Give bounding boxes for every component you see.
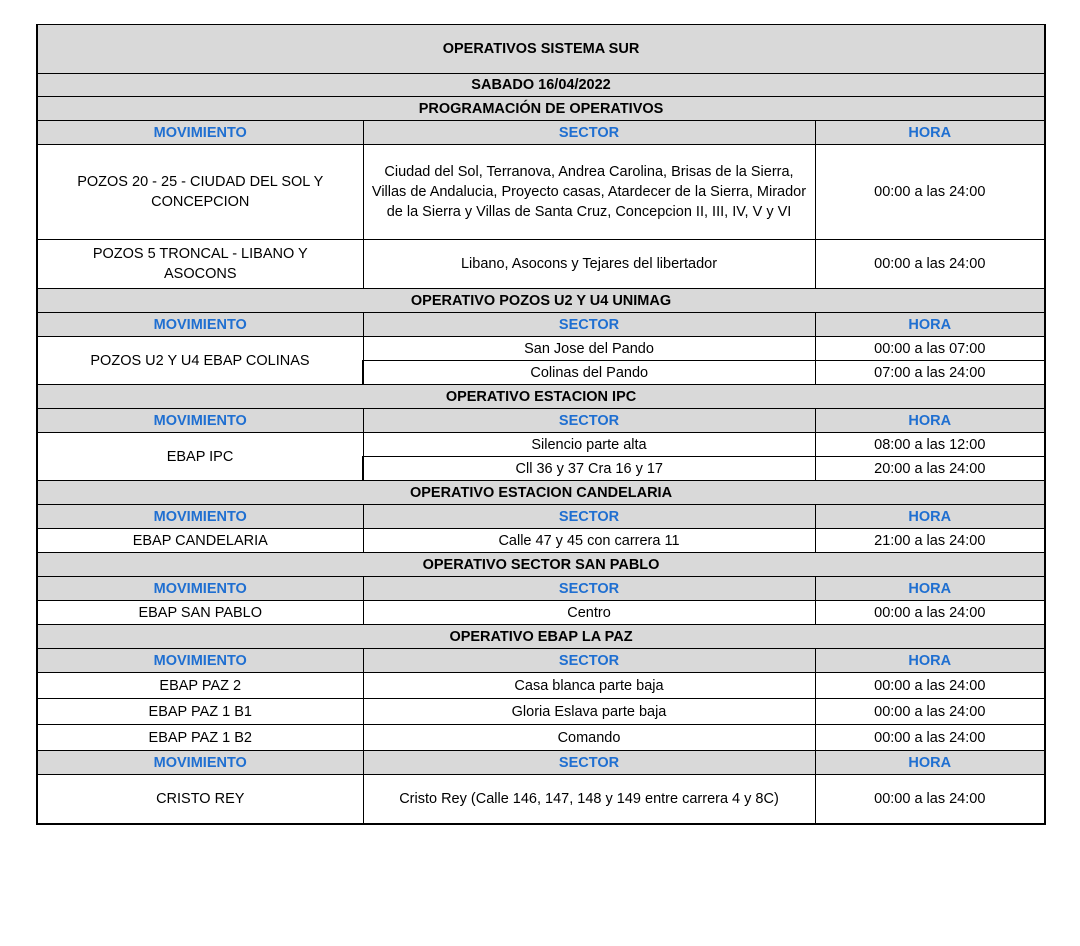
sector-cell: Centro <box>363 601 815 625</box>
page-title: OPERATIVOS SISTEMA SUR <box>37 25 1045 74</box>
hora-cell: 21:00 a las 24:00 <box>815 529 1045 553</box>
section-title: OPERATIVO ESTACION CANDELARIA <box>37 481 1045 505</box>
movimiento-cell: POZOS 5 TRONCAL - LIBANO Y ASOCONS <box>37 240 363 289</box>
table-row <box>37 775 1045 825</box>
column-header-row <box>37 121 1045 145</box>
movimiento-cell: EBAP IPC <box>37 433 363 481</box>
movimiento-cell: EBAP PAZ 2 <box>37 673 363 699</box>
column-header-row <box>37 313 1045 337</box>
sector-cell: Cristo Rey (Calle 146, 147, 148 y 149 entre carrera 4 y 8C) <box>363 775 815 825</box>
section-title: PROGRAMACIÓN DE OPERATIVOS <box>37 97 1045 121</box>
col-header-hora: HORA <box>815 313 1045 337</box>
hora-cell: 08:00 a las 12:00 <box>815 433 1045 457</box>
table-row <box>37 337 1045 361</box>
col-header-hora: HORA <box>815 577 1045 601</box>
col-header-sector: SECTOR <box>363 751 815 775</box>
table-row <box>37 433 1045 457</box>
sector-cell: Libano, Asocons y Tejares del libertador <box>363 240 815 289</box>
hora-cell: 07:00 a las 24:00 <box>815 361 1045 385</box>
col-header-hora: HORA <box>815 505 1045 529</box>
hora-cell: 00:00 a las 24:00 <box>815 673 1045 699</box>
sector-cell: Calle 47 y 45 con carrera 11 <box>363 529 815 553</box>
table-row <box>37 673 1045 699</box>
hora-cell: 00:00 a las 07:00 <box>815 337 1045 361</box>
movimiento-cell: CRISTO REY <box>37 775 363 825</box>
table-row <box>37 699 1045 725</box>
sector-cell: Ciudad del Sol, Terranova, Andrea Carolina, Brisas de la Sierra, Villas de Andalucia, Proyecto casas, Atardecer de la Sierra, Mirador de la Sierra y Villas de Santa Cruz, Concepcion II, III, IV, V y VI <box>363 145 815 240</box>
col-header-movimiento: MOVIMIENTO <box>37 313 363 337</box>
operativos-table <box>36 24 1046 825</box>
col-header-hora: HORA <box>815 409 1045 433</box>
movimiento-cell: EBAP CANDELARIA <box>37 529 363 553</box>
hora-cell: 00:00 a las 24:00 <box>815 601 1045 625</box>
table-row <box>37 240 1045 289</box>
sector-cell: Casa blanca parte baja <box>363 673 815 699</box>
movimiento-cell: EBAP PAZ 1 B1 <box>37 699 363 725</box>
table-row <box>37 529 1045 553</box>
col-header-sector: SECTOR <box>363 121 815 145</box>
section-title: OPERATIVO ESTACION IPC <box>37 385 1045 409</box>
hora-cell: 00:00 a las 24:00 <box>815 699 1045 725</box>
column-header-row <box>37 751 1045 775</box>
col-header-movimiento: MOVIMIENTO <box>37 649 363 673</box>
col-header-sector: SECTOR <box>363 649 815 673</box>
movimiento-cell: POZOS U2 Y U4 EBAP COLINAS <box>37 337 363 385</box>
column-header-row <box>37 505 1045 529</box>
table-row <box>37 725 1045 751</box>
col-header-hora: HORA <box>815 649 1045 673</box>
movimiento-cell: POZOS 20 - 25 - CIUDAD DEL SOL Y CONCEPCION <box>37 145 363 240</box>
table-row <box>37 145 1045 240</box>
col-header-movimiento: MOVIMIENTO <box>37 577 363 601</box>
column-header-row <box>37 409 1045 433</box>
sector-cell: Colinas del Pando <box>363 361 815 385</box>
col-header-hora: HORA <box>815 121 1045 145</box>
hora-cell: 00:00 a las 24:00 <box>815 775 1045 825</box>
sector-cell: San Jose del Pando <box>363 337 815 361</box>
column-header-row <box>37 577 1045 601</box>
section-title: OPERATIVO POZOS U2 Y U4 UNIMAG <box>37 289 1045 313</box>
col-header-sector: SECTOR <box>363 409 815 433</box>
col-header-movimiento: MOVIMIENTO <box>37 751 363 775</box>
col-header-movimiento: MOVIMIENTO <box>37 409 363 433</box>
col-header-movimiento: MOVIMIENTO <box>37 121 363 145</box>
col-header-sector: SECTOR <box>363 313 815 337</box>
col-header-sector: SECTOR <box>363 577 815 601</box>
hora-cell: 00:00 a las 24:00 <box>815 725 1045 751</box>
movimiento-cell: EBAP SAN PABLO <box>37 601 363 625</box>
hora-cell: 20:00 a las 24:00 <box>815 457 1045 481</box>
sector-cell: Gloria Eslava parte baja <box>363 699 815 725</box>
sector-cell: Comando <box>363 725 815 751</box>
movimiento-cell: EBAP PAZ 1 B2 <box>37 725 363 751</box>
col-header-movimiento: MOVIMIENTO <box>37 505 363 529</box>
col-header-hora: HORA <box>815 751 1045 775</box>
hora-cell: 00:00 a las 24:00 <box>815 240 1045 289</box>
table-row <box>37 601 1045 625</box>
section-title: OPERATIVO SECTOR SAN PABLO <box>37 553 1045 577</box>
sector-cell: Silencio parte alta <box>363 433 815 457</box>
col-header-sector: SECTOR <box>363 505 815 529</box>
date-heading: SABADO 16/04/2022 <box>37 74 1045 97</box>
column-header-row <box>37 649 1045 673</box>
sector-cell: Cll 36 y 37 Cra 16 y 17 <box>363 457 815 481</box>
hora-cell: 00:00 a las 24:00 <box>815 145 1045 240</box>
section-title: OPERATIVO EBAP LA PAZ <box>37 625 1045 649</box>
